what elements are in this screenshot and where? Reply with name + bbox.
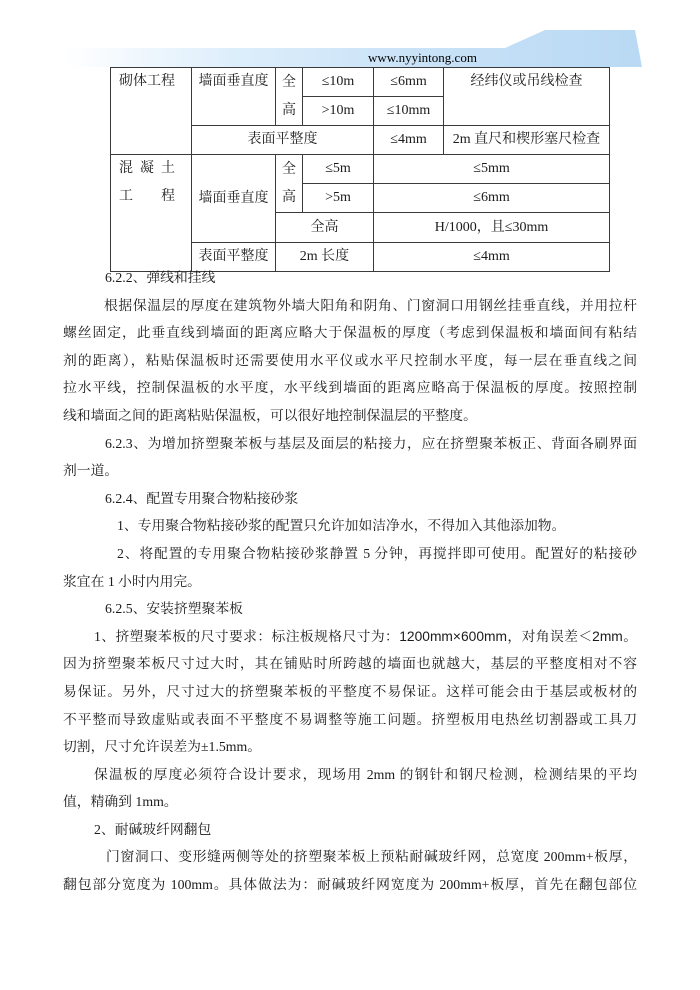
table-cell (276, 155, 303, 213)
text-line (63, 512, 637, 540)
text-line (63, 650, 637, 678)
header-band-decoration (58, 30, 642, 67)
text-line (63, 457, 637, 485)
table-cell-line: 高 (282, 102, 296, 118)
table-body (111, 68, 610, 272)
text-run: 1、挤塑聚苯板的尺寸要求：标注板规格尺寸为： (94, 628, 400, 644)
text-run: 切割，尺寸允许误差为±1.5mm。 (63, 739, 262, 755)
text-run: 门窗洞口、变形缝两侧等处的挤塑聚苯板上预粘耐碱玻纤网，总宽度 200mm+板厚， (106, 849, 637, 865)
text-run: 2、将配置的专用聚合物粘接砂浆静置 5 分钟，再搅拌即可使用。配置好的粘接砂 (117, 545, 637, 561)
text-run: 翻包部分宽度为 100mm。具体做法为：耐碱玻纤网宽度为 200mm+板厚，首先在翻包部位 (63, 877, 637, 893)
table-cell: ≤4mm (374, 126, 444, 155)
text-run: 易保证。另外，尺寸过大的挤塑聚苯板的平整度不易保证。这样可能会由于基层或板材的 (63, 683, 637, 699)
text-run: 6.2.4、配置专用聚合物粘接砂浆 (105, 490, 299, 506)
text-line (63, 319, 637, 347)
text-run: 2、耐碱玻纤网翻包 (94, 821, 212, 837)
document-body-text (63, 264, 637, 899)
paragraph (63, 292, 637, 430)
text-run: ＜2mm (578, 628, 623, 644)
text-run: 浆宜在 1 小时内用完。 (63, 573, 201, 589)
table-cell: 表面平整度 (192, 126, 374, 155)
table-cell: 2m 长度 (276, 243, 374, 272)
text-line (63, 485, 637, 513)
text-run: 1200mm×600mm (399, 628, 507, 644)
text-run: 不平整而导致虚贴或表面不平整度不易调整等施工问题。挤塑板用电热丝切割器或工具刀 (63, 711, 637, 727)
table-cell: 表面平整度 (192, 243, 276, 272)
table-row (111, 155, 610, 184)
table-cell-line: 全 (282, 74, 296, 90)
text-run: 拉水平线，控制保温板的水平度，水平线到墙面的距离应略高于保温板的厚度。按照控制 (63, 380, 637, 396)
paragraph (63, 843, 637, 898)
paragraph (63, 264, 637, 292)
table-cell-line: 全 (282, 161, 296, 177)
table-cell-line: 混 凝 土 (119, 161, 175, 176)
paragraph (63, 761, 637, 816)
text-line (63, 402, 637, 430)
text-line (63, 871, 637, 899)
table-cell: 全高 (276, 213, 374, 243)
tolerance-table (110, 67, 610, 272)
text-line (63, 347, 637, 375)
text-line (63, 374, 637, 402)
text-line (63, 678, 637, 706)
table-cell: ≤4mm (374, 243, 610, 272)
table-cell: ≤10m (303, 68, 374, 97)
table-cell (276, 68, 303, 126)
text-run: 剂的距离），粘贴保温板时还需要使用水平仪或水平尺控制水平度，每一层在垂直线之间 (63, 352, 637, 368)
paragraph (63, 623, 637, 761)
text-line (63, 788, 637, 816)
text-run: 6.2.3、为增加挤塑聚苯板与基层及面层的粘接力，应在挤塑聚苯板正、背面各刷界面 (105, 435, 637, 451)
table-cell: 墙面垂直度 (192, 68, 276, 126)
text-run: 因为挤塑聚苯板尺寸过大时，其在铺贴时所跨越的墙面也就越大，基层的平整度相对不容 (63, 656, 637, 672)
table-cell: H/1000，且≤30mm (374, 213, 610, 243)
text-run: 值，精确到 1mm。 (63, 794, 178, 810)
paragraph (63, 816, 637, 844)
table-cell: ≤5mm (374, 155, 610, 184)
text-line (63, 816, 637, 844)
table-cell: ≤6mm (374, 68, 444, 97)
table-cell-line: 高 (282, 189, 296, 205)
text-line (63, 430, 637, 458)
paragraph (63, 430, 637, 485)
table-cell: >10m (303, 97, 374, 126)
text-line (63, 540, 637, 568)
text-run: 剂一道。 (63, 463, 119, 479)
text-run: ，对角误差 (507, 628, 579, 644)
text-line (63, 843, 637, 871)
table-cell: ≤5m (303, 155, 374, 184)
site-watermark: www.nyyintong.com (368, 50, 477, 65)
text-line (63, 595, 637, 623)
text-run: 根据保温层的厚度在建筑物外墙大阳角和阴角、门窗洞口用钢丝挂垂直线，并用拉杆 (104, 297, 637, 313)
text-line (63, 761, 637, 789)
text-line (63, 264, 637, 292)
text-run: 6.2.2、弹线和挂线 (105, 270, 216, 285)
text-line (63, 733, 637, 761)
table-cell: ≤10mm (374, 97, 444, 126)
text-run: 线和墙面之间的距离粘贴保温板，可以很好地控制保温层的平整度。 (63, 407, 477, 423)
text-line (63, 706, 637, 734)
table-cell: ≤6mm (374, 184, 610, 213)
text-line (63, 623, 637, 651)
table-cell-line: 工 程 (119, 189, 175, 204)
text-run: 1、专用聚合物粘接砂浆的配置只允许加如洁净水，不得加入其他添加物。 (117, 518, 566, 534)
text-run: 6.2.5、安装挤塑聚苯板 (105, 601, 243, 617)
paragraph (63, 512, 637, 540)
paragraph (63, 595, 637, 623)
table-cell (111, 155, 192, 272)
table-cell: 2m 直尺和楔形塞尺检查 (444, 126, 610, 155)
paragraph (63, 485, 637, 513)
table-cell: 砌体工程 (111, 68, 192, 155)
text-run: 螺丝固定，此垂直线到墙面的距离应略大于保温板的厚度（考虑到保温板和墙面间有粘结 (63, 325, 637, 341)
table-cell: 墙面垂直度 (192, 155, 276, 243)
table-row (111, 68, 610, 97)
text-line (63, 568, 637, 596)
text-line (63, 292, 637, 320)
text-run: 保温板的厚度必须符合设计要求，现场用 2mm 的钢针和钢尺检测，检测结果的平均 (94, 766, 637, 782)
table-cell: 经纬仪或吊线检查 (444, 68, 610, 126)
table-cell: >5m (303, 184, 374, 213)
paragraph (63, 540, 637, 595)
text-run: 。 (622, 628, 638, 644)
